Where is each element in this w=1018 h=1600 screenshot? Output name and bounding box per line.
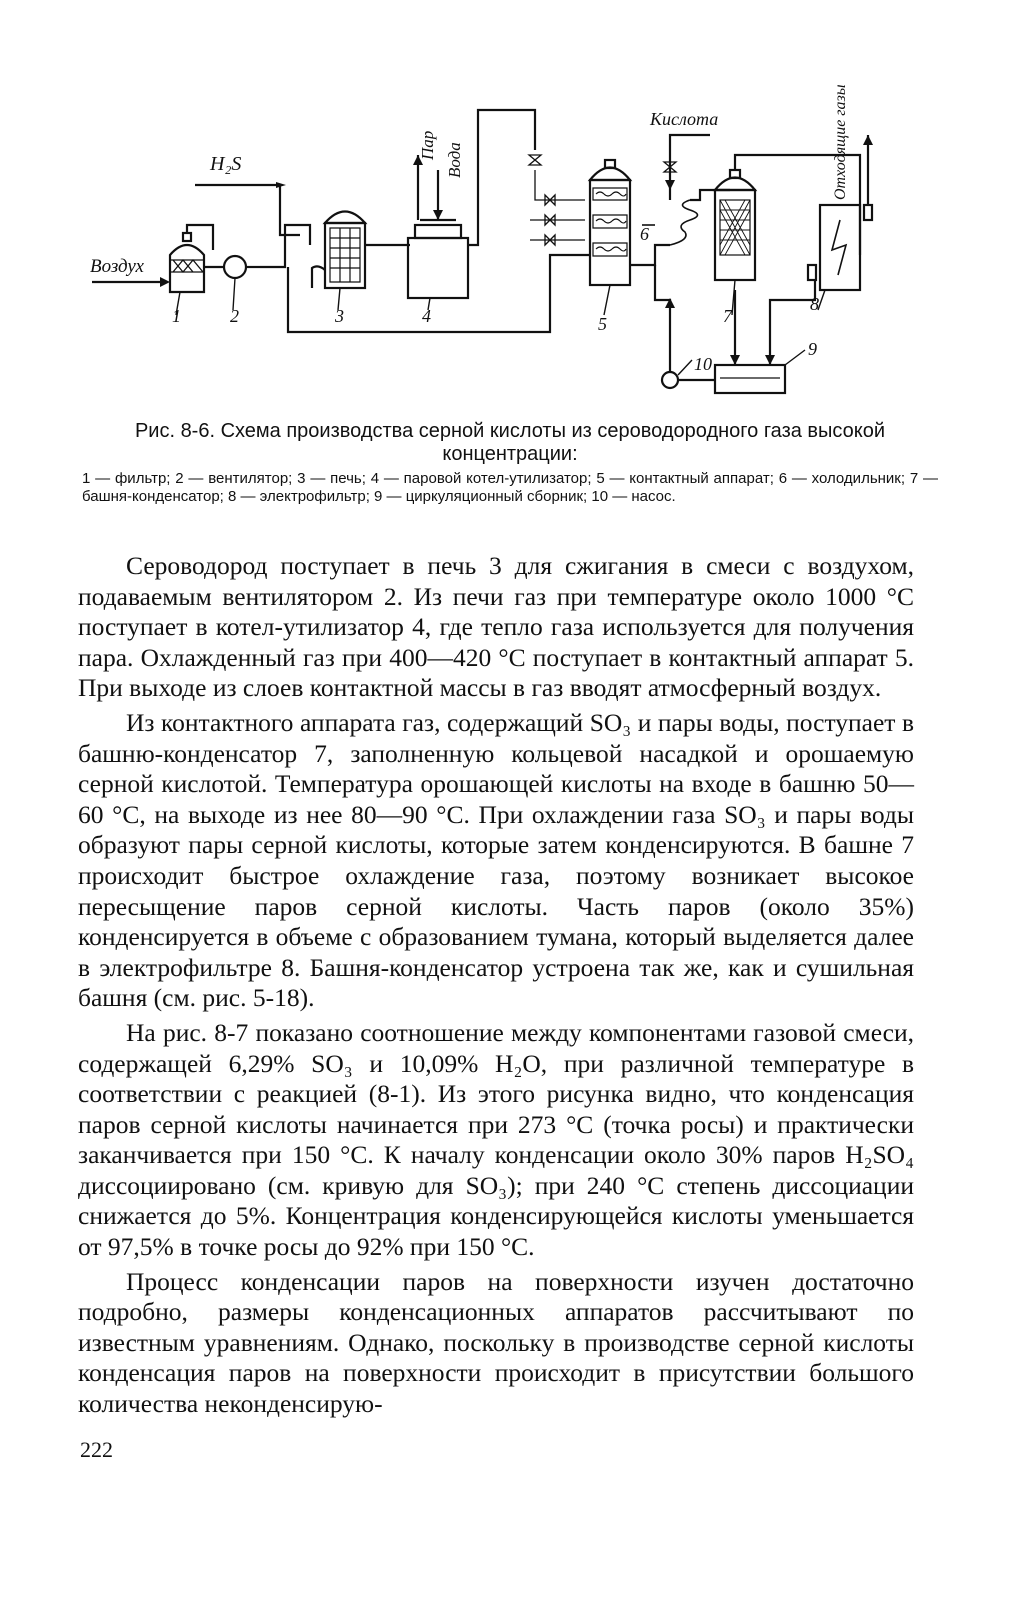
label-water: Вода <box>445 142 464 178</box>
paragraph-2: Из контактного аппарата газ, содержащий SO₃ и пары воды, поступает в башню-конденсатор 7, заполненную кольцевой насадкой и орошаемую серной кислотой. Температура орошающей кислоты на входе в башню 50—60 °С, на выходе из нее 80—90 °С. При охлаждении газа SO₃ и пары воды образуют пары серной кислоты, которые затем конденсируются. В башне 7 происходит быстрое охлаждение газа, поэтому возникает высокое пересыщение паров серной кислоты. Часть паров (около 35%) конденсируется в объеме с образованием тумана, который выделяется далее в электрофильтре 8. Башня-конденсатор устроена так же, как и сушильная башня (см. рис. 5-18). <box>78 707 914 1013</box>
page-number: 222 <box>80 1437 113 1462</box>
body-text <box>78 551 914 1424</box>
cooler-6 <box>642 200 698 245</box>
num-9: 9 <box>808 339 817 359</box>
paragraph-1: Сероводород поступает в печь 3 для сжигания в смеси с воздухом, подаваемым вентилятором 2. Из печи газ при температуре около 1000 °С поступает в котел-утилизатор 4, где тепло газа используется для получения пара. Охлажденный газ при 400—420 °С поступает в контактный аппарат 5. При выходе из слоев контактной массы в газ вводят атмосферный воздух. <box>78 551 914 703</box>
num-6: 6 <box>640 224 649 244</box>
contact-apparatus-5 <box>590 160 630 315</box>
label-exhaust: Отходящие газы <box>832 84 849 200</box>
num-8: 8 <box>810 294 819 314</box>
label-air: Воздух <box>90 256 144 277</box>
num-4: 4 <box>422 306 431 326</box>
figure-caption <box>82 420 938 506</box>
caption-legend: 1 — фильтр; 2 — вентилятор; 3 — печь; 4 — паровой котел-утилизатор; 5 — контактный аппарат; 6 — холодильник; 7 — башня-конденсатор; 8 — электрофильтр; 9 — циркуляционный сборник; 10 — насос. <box>82 470 938 505</box>
num-7: 7 <box>723 306 732 326</box>
num-2: 2 <box>230 306 239 326</box>
paragraph-4: Процесс конденсации паров на поверхности изучен достаточно подробно, размеры конденсационных аппаратов рассчитывают по известным уравнениям. Однако, поскольку в производстве серной кислоты конденсация паров на поверхности происходит в присутствии большого количества неконденсирую- <box>78 1266 914 1419</box>
fan-2 <box>204 256 260 310</box>
num-3: 3 <box>335 306 344 326</box>
filter-1 <box>170 233 204 315</box>
label-acid: Кислота <box>650 109 719 129</box>
paragraph-3: На рис. 8-7 показано соотношение между компонентами газовой смеси, содержащей 6,29% SO₃ и 10,09% H₂O, при различной температуре в соответствии с реакцией (8-1). Из этого рисунка видно, что конденсация паров серной кислоты начинается при 273 °С (точка росы) и практически заканчивается при 150 °С. К началу конденсации около 30% паров H₂SO₄ диссоциировано (см. кривую для SO₃); при 240 °С степень диссоциации снижается до 5%. Концентрация конденсирующейся кислоты уменьшается от 97,5% в точке росы до 92% при 150 °С. <box>78 1017 914 1262</box>
caption-title: Рис. 8-6. Схема производства серной кислоты из сероводородного газа высокой концентрации: <box>134 420 886 465</box>
furnace-3 <box>312 212 365 311</box>
label-h2s: H₂S <box>210 153 242 175</box>
tank-9 <box>715 350 805 393</box>
num-1: 1 <box>172 306 181 326</box>
num-5: 5 <box>598 314 607 334</box>
num-10: 10 <box>694 354 712 374</box>
process-diagram <box>80 60 960 420</box>
label-steam: Пар <box>418 130 437 160</box>
